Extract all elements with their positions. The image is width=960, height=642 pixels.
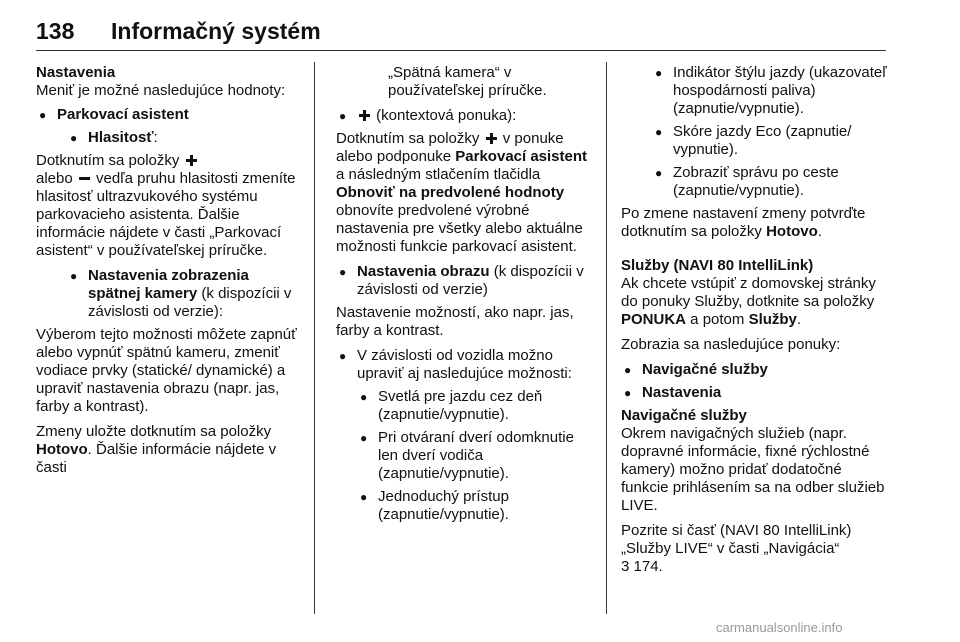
volume-colon: :: [153, 129, 158, 146]
list-item-image-settings: [336, 263, 596, 299]
reference-text: Pozrite si časť (NAVI 80 IntelliLink) „Služby LIVE“ v časti „Navigácia“: [621, 522, 852, 557]
services-text-3: .: [796, 311, 802, 328]
camera-settings-rest: (k dispozícii v závislosti od verzie):: [88, 285, 292, 320]
option-driving-style: ● Indikátor štýlu jazdy (ukazovateľ hospodárnosti paliva) (zapnutie/vypnutie).: [652, 64, 889, 118]
camera-continuation: „Spätná kamera“ v používateľskej príručke.: [388, 64, 547, 99]
header-rule: [36, 50, 886, 51]
save-text-2: . Ďalšie informácie nájdete v časti: [36, 441, 277, 476]
services-text-2: a potom: [686, 311, 749, 328]
save-bold: Hotovo: [36, 441, 88, 458]
page-ref-arrow-icon: 3: [621, 558, 630, 575]
services-bold-1: PONUKA: [621, 311, 687, 328]
volume-text-2: alebo: [36, 170, 73, 187]
watermark: carmanualsonline.info: [716, 620, 843, 635]
camera-description: Výberom tejto možnosti môžete zapnúť alebo vypnúť spätnú kameru, zmeniť vodiace prvky (statické/ dynamické) a upraviť nastavenia obrazu (napr. jas, farby a kontrast).: [36, 326, 297, 415]
image-settings-label: Nastavenia obrazu: [357, 263, 490, 280]
menu-settings: ● Nastavenia: [621, 384, 889, 402]
context-text-4: obnovíte predvolené výrobné nastavenia pre všetky alebo aktuálne možnosti funkcie parkovací asistent.: [336, 202, 583, 255]
column-divider-1: [314, 62, 315, 614]
context-description: [336, 130, 596, 256]
context-menu-label: (kontextová ponuka):: [376, 107, 517, 124]
image-settings-description: Nastavenie možností, ako napr. jas, farby a kontrast.: [336, 304, 574, 339]
context-text-3: a následným stlačením tlačidla: [336, 166, 541, 183]
image-settings-rest: (k dispozícii v závislosti od verzie): [357, 263, 584, 298]
services-bold-2: Služby: [748, 311, 797, 328]
camera-settings-label: Nastavenia zobrazenia spätnej kamery: [88, 267, 249, 302]
plus-icon: [486, 133, 497, 144]
context-bold-1: Parkovací asistent: [455, 148, 588, 165]
option-trip-report: ● Zobraziť správu po ceste (zapnutie/vypnutie).: [652, 164, 889, 200]
volume-text-3: vedľa pruhu hlasitosti zmeníte hlasitosť ultrazvukového systému parkovacieho asistenta. Ďalšie informácie nájdete v časti „Parkovací asistent“ v používateľskej príručke.: [36, 170, 296, 259]
context-text-2: v ponuke alebo podponuke: [336, 130, 564, 165]
save-text-1: Zmeny uložte dotknutím sa položky: [36, 423, 272, 440]
option-easy-access: ● Jednoduchý prístup (zapnutie/vypnutie).: [357, 488, 596, 524]
context-bold-2: Obnoviť na predvolené hodnoty: [336, 184, 565, 201]
plus-icon: [186, 155, 197, 166]
section-heading-services: Služby (NAVI 80 IntelliLink): [621, 257, 814, 274]
reference-page: 174.: [633, 558, 663, 575]
services-instruction: [621, 275, 889, 329]
column-divider-2: [606, 62, 607, 614]
page-title: Informačný systém: [111, 18, 321, 44]
column-2: [336, 64, 596, 529]
volume-description: [36, 152, 304, 260]
minus-icon: [79, 173, 90, 184]
confirm-text-2: .: [817, 223, 822, 240]
list-item-camera-settings: [67, 267, 304, 321]
confirm-bold: Hotovo: [766, 223, 818, 240]
list-item-volume: [67, 129, 304, 147]
nav-services-description: Okrem navigačných služieb (napr. dopravné informácie, fixné rýchlostné kamery) možno pridať dodatočné funkcie prihlásením sa na odber služieb LIVE.: [621, 425, 885, 514]
context-text-1: Dotknutím sa položky: [336, 130, 480, 147]
volume-label: Hlasitosť: [88, 129, 154, 146]
plus-icon: [359, 110, 370, 121]
option-daytime-lights: ● Svetlá pre jazdu cez deň (zapnutie/vypnutie).: [357, 388, 596, 424]
option-eco-score: ● Skóre jazdy Eco (zapnutie/ vypnutie).: [652, 123, 889, 159]
column-1: [36, 64, 304, 484]
page-number: 138: [36, 18, 75, 44]
menus-intro: Zobrazia sa nasledujúce ponuky:: [621, 336, 841, 353]
list-item-parking-assist: ● Parkovací asistent: [36, 106, 304, 124]
menu-navigation-services: ● Navigačné služby: [621, 361, 889, 379]
settings-intro: Meniť je možné nasledujúce hodnoty:: [36, 82, 286, 99]
column-3: [621, 64, 889, 583]
save-instruction: [36, 423, 304, 477]
reference-paragraph: [621, 522, 889, 576]
section-heading-nav-services: Navigačné služby: [621, 407, 747, 424]
volume-text-1: Dotknutím sa položky: [36, 152, 180, 169]
list-item-vehicle-options: ● V závislosti od vozidla možno upraviť aj nasledujúce možnosti:: [336, 347, 596, 383]
option-driver-door-unlock: ● Pri otváraní dverí odomknutie len dverí vodiča (zapnutie/vypnutie).: [357, 429, 596, 483]
page-header: [36, 18, 886, 50]
list-item-context-menu: [336, 107, 596, 125]
section-heading-settings: Nastavenia: [36, 64, 116, 81]
services-text-1: Ak chcete vstúpiť z domovskej stránky do ponuky Služby, dotknite sa položky: [621, 275, 876, 310]
confirm-text-1: Po zmene nastavení zmeny potvrďte dotknutím sa položky: [621, 205, 866, 240]
confirm-instruction: [621, 205, 889, 241]
